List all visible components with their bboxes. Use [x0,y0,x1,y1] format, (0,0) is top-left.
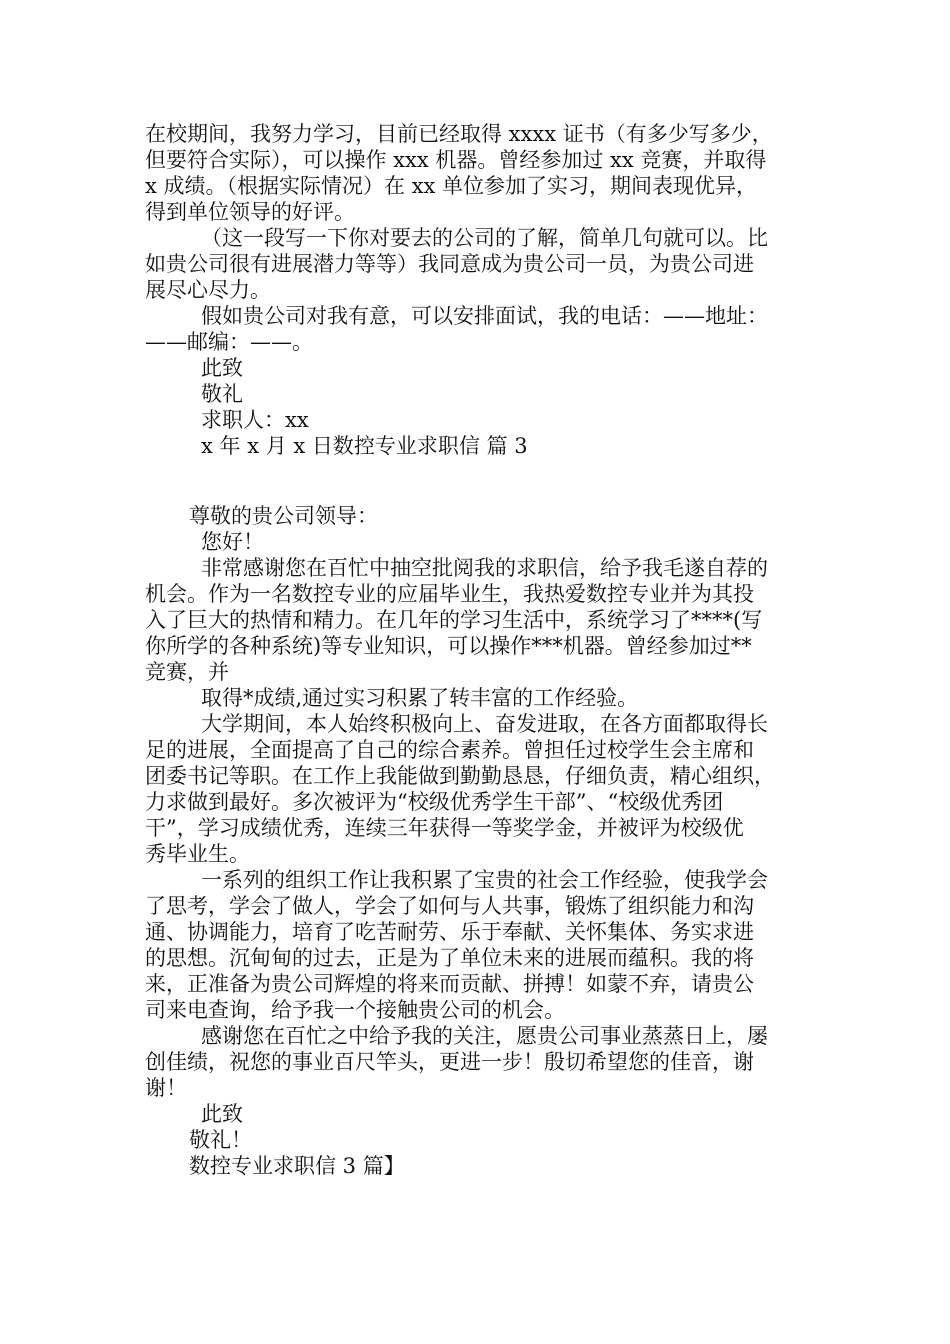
applicant-signature: 求职人：xx [201,408,309,432]
text-line: 展尽心尽力。 [145,278,271,302]
closing-text: 此致 [201,1102,243,1126]
text-line: 一系列的组织工作让我积累了宝贵的社会工作经验，使我学会 [201,868,768,892]
text-line: 取得*成绩,通过实习积累了转丰富的工作经验。 [201,686,639,710]
hello-text: 您好！ [201,530,264,554]
salute-text: 敬礼 [201,382,243,406]
text-line: 如贵公司很有进展潜力等等）我同意成为贵公司一员，为贵公司进 [145,252,754,276]
text-line: 但要符合实际），可以操作 xxx 机器。曾经参加过 xx 竞赛，并取得 [145,148,767,172]
greeting: 尊敬的贵公司领导： [189,504,378,528]
text-line: 非常感谢您在百忙中抽空批阅我的求职信，给予我毛遂自荐的 [201,556,768,580]
text-line: 创佳绩，祝您的事业百尺竿头，更进一步！殷切希望您的佳音，谢 [145,1050,754,1074]
text-line: 来，正准备为贵公司辉煌的将来而贡献、拼搏！如蒙不弃，请贵公 [145,972,754,996]
text-line: 你所学的各种系统)等专业知识，可以操作***机器。曾经参加过** [145,634,752,658]
closing-text: 此致 [201,356,243,380]
text-line: 团委书记等职。在工作上我能做到勤勤恳恳，仔细负责，精心组织， [145,764,775,788]
text-line: 足的进展，全面提高了自己的综合素养。曾担任过校学生会主席和 [145,738,754,762]
text-line: 入了巨大的热情和精力。在几年的学习生活中，系统学习了****(写 [145,608,763,632]
text-line: 得到单位领导的好评。 [145,200,355,224]
salute-text: 敬礼！ [189,1128,252,1152]
text-line: 感谢您在百忙之中给予我的关注，愿贵公司事业蒸蒸日上，屡 [201,1024,768,1048]
text-line: ——邮编：——。 [145,330,313,354]
text-line: 通、协调能力，培育了吃苦耐劳、乐于奉献、关怀集体、务实求进 [145,920,754,944]
text-line: 秀毕业生。 [145,842,250,866]
text-line: 的思想。沉甸甸的过去，正是为了单位未来的进展而蕴积。我的将 [145,946,754,970]
text-line: 了思考，学会了做人，学会了如何与人共事，锻炼了组织能力和沟 [145,894,754,918]
text-line: 大学期间，本人始终积极向上、奋发进取，在各方面都取得长 [201,712,768,736]
text-line: 谢！ [145,1076,187,1100]
text-line: x 成绩。（根据实际情况）在 xx 单位参加了实习，期间表现优异， [145,174,758,198]
text-line: 在校期间，我努力学习，目前已经取得 xxxx 证书（有多少写多少， [145,122,773,146]
text-line: （这一段写一下你对要去的公司的了解，简单几句就可以。比 [201,226,768,250]
text-line: 干”，学习成绩优秀，连续三年获得一等奖学金，并被评为校级优 [145,816,744,840]
text-line: 竞赛，并 [145,660,229,684]
date-and-section-title: x 年 x 月 x 日数控专业求职信 篇 3 [201,434,528,458]
text-line: 司来电查询，给予我一个接触贵公司的机会。 [145,998,565,1022]
text-line: 假如贵公司对我有意，可以安排面试，我的电话：——地址： [201,304,768,328]
footer-title: 数控专业求职信 3 篇】 [189,1154,405,1178]
text-line: 力求做到最好。多次被评为“校级优秀学生干部”、“校级优秀团 [145,790,724,814]
text-line: 机会。作为一名数控专业的应届毕业生，我热爱数控专业并为其投 [145,582,754,606]
